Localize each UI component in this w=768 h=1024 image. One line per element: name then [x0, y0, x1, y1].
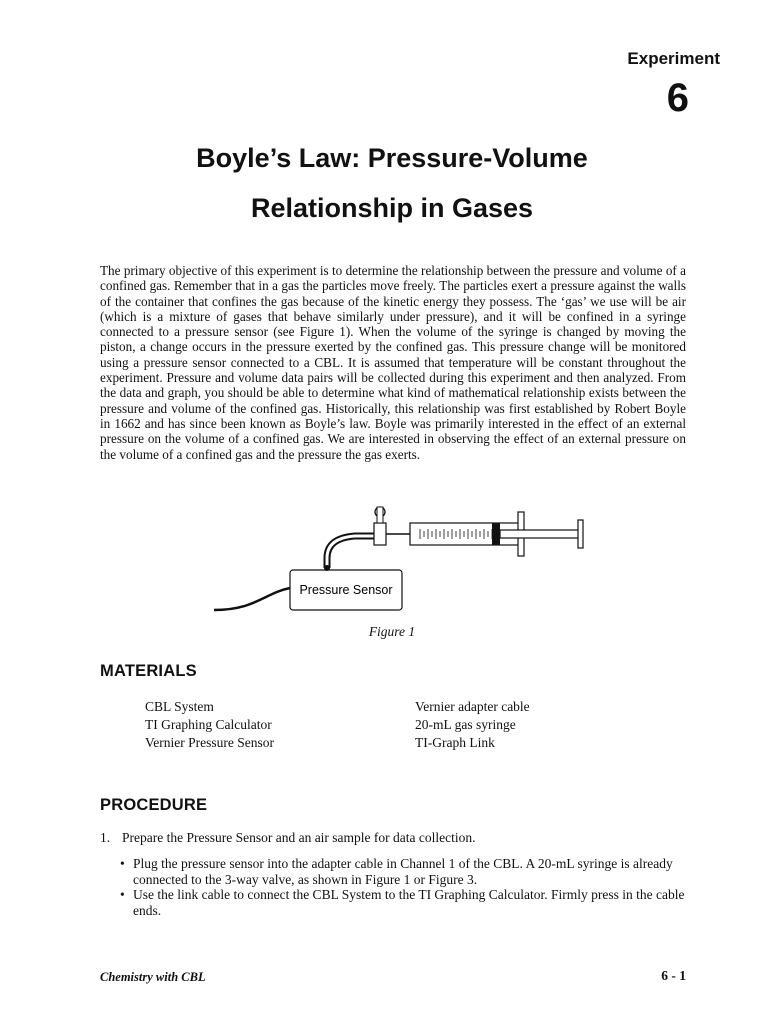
figure-caption: Figure 1 [368, 624, 416, 639]
title-line-2: Relationship in Gases [250, 193, 534, 223]
procedure-heading: PROCEDURE [100, 796, 208, 814]
material-item: CBL System [145, 699, 214, 714]
figure-apparatus [210, 498, 590, 618]
experiment-label: Experiment [627, 49, 720, 68]
procedure-bullets [120, 856, 686, 918]
procedure-step-1 [100, 830, 476, 846]
step-text: Prepare the Pressure Sensor and an air sample for data collection. [122, 830, 476, 845]
materials-heading: MATERIALS [100, 662, 197, 680]
material-item: TI Graphing Calculator [145, 717, 272, 733]
intro-paragraph: The primary objective of this experiment is to determine the relationship between the pressure and volume of a confined gas. Remember that in a gas the particles move freely. The particles exert a pressure against the walls of the container that confines the gas because of the kinetic energy they possess. The ‘gas’ we use will be air (which is a mixture of gases that behave similarly under pressure), and it will be confined in a syringe connected to a pressure sensor (see Figure 1). When the volume of the syringe is changed by moving the piston, a change occurs in the pressure exerted by the confined gas. This pressure change will be monitored using a pressure sensor connected to a CBL. It is assumed that temperature will be constant throughout the experiment. Pressure and volume data pairs will be collected during this experiment and then analyzed. From the data and graph, you should be able to determine what kind of mathematical relationship exists between the pressure and volume of the confined gas. Historically, this relationship was first established by Robert Boyle in 1662 and has since been known as Boyle’s law. Boyle was primarily interested in the effect of an external pressure on the volume of a confined gas. We are interested in observing the effect of an external pressure on the volume of a confined gas and the pressure the gas exerts. [100, 263, 686, 462]
list-item [120, 887, 686, 918]
material-item: Vernier Pressure Sensor [145, 735, 274, 751]
bullet-text: Use the link cable to connect the CBL System to the TI Graphing Calculator. Firmly press in the cable ends. [133, 887, 685, 918]
materials-list-right [415, 698, 530, 753]
title-line-1: Boyle’s Law: Pressure-Volume [196, 143, 588, 173]
material-item: Vernier adapter cable [415, 699, 530, 714]
bullet-icon: • [120, 856, 125, 871]
list-item [120, 856, 686, 887]
sensor-cable [214, 588, 290, 610]
syringe [410, 512, 583, 556]
material-item: TI-Graph Link [415, 735, 495, 751]
material-item: 20-mL gas syringe [415, 717, 516, 733]
pressure-sensor-label: Pressure Sensor [299, 583, 393, 597]
footer-page-number: 6 - 1 [661, 968, 686, 983]
page-title [0, 133, 768, 233]
bullet-text: Plug the pressure sensor into the adapter cable in Channel 1 of the CBL. A 20-mL syringe is already connected to the 3-way valve, as shown in Figure 1 or Figure 3. [133, 856, 673, 887]
bullet-icon: • [120, 887, 125, 902]
step-number: 1. [100, 830, 111, 845]
materials-list-left [145, 698, 274, 753]
three-way-valve [374, 507, 410, 545]
experiment-number: 6 [666, 76, 689, 120]
footer-book-title: Chemistry with CBL [100, 970, 206, 984]
